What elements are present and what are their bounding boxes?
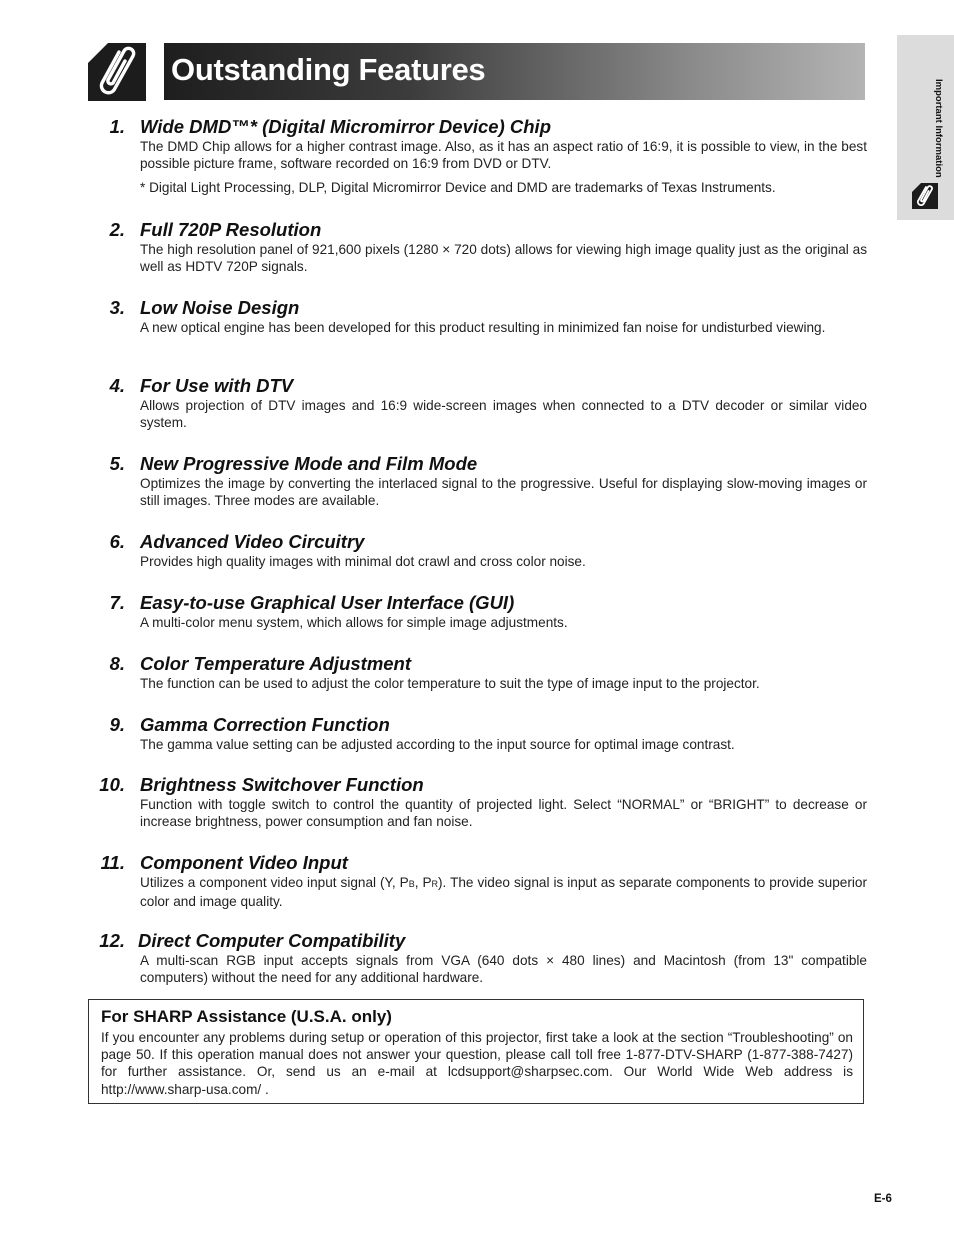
assistance-text: If you encounter any problems during setup or operation of this projector, first take a look at the section “Troubleshooting” on page 50. If this operation manual does not answer your question, please call toll free 1-877-DTV-SHARP (1-877-388-7427) for further assistance. Or, send us an e-mail at lcdsupport@sharpsec.com. Our World Wide Web address is http://www.sharp-usa.com/ .: [101, 1030, 853, 1097]
feature-item: [96, 453, 867, 509]
feature-description: [140, 874, 867, 910]
feature-number: 4.: [109, 375, 125, 396]
feature-item: [96, 375, 867, 431]
feature-description: A new optical engine has been developed for this product resulting in minimized fan noise for undisturbed viewing.: [140, 320, 826, 335]
subscript-r: R: [431, 879, 439, 889]
feature-title: For Use with DTV: [140, 375, 294, 396]
feature-heading: [96, 297, 867, 319]
feature-item: [96, 297, 867, 336]
feature-heading: [96, 453, 867, 475]
trademark-footnote: * Digital Light Processing, DLP, Digital Micromirror Device and DMD are trademarks of Texas Instruments.: [140, 180, 776, 195]
feature-heading: [96, 852, 867, 874]
feature-item: [96, 714, 867, 753]
feature-item: [96, 653, 867, 692]
page-title: Outstanding Features: [171, 52, 486, 87]
feature-number: 1.: [109, 116, 125, 137]
feature-title: Easy-to-use Graphical User Interface (GUI): [140, 592, 515, 613]
feature-heading: [96, 774, 867, 796]
feature-description: Provides high quality images with minimal dot crawl and cross color noise.: [140, 554, 586, 569]
feature-title: Advanced Video Circuitry: [140, 531, 365, 552]
feature-number: 5.: [109, 453, 125, 474]
feature-number: 6.: [109, 531, 125, 552]
subscript-b: B: [408, 879, 415, 889]
feature-item: [96, 531, 867, 570]
feature-title: Direct Computer Compatibility: [138, 930, 406, 951]
page-number: E-6: [874, 1193, 892, 1205]
feature-number: 7.: [109, 592, 125, 613]
feature-description: Allows projection of DTV images and 16:9 wide-screen images when connected to a DTV decoder or similar video system.: [140, 398, 867, 430]
feature-item: [96, 592, 867, 631]
section-tab: [897, 35, 954, 220]
feature-item: [96, 852, 867, 910]
feature-item: [96, 219, 867, 275]
feature-description: The function can be used to adjust the color temperature to suit the type of image input to the projector.: [140, 676, 760, 691]
assistance-box: [88, 999, 864, 1104]
feature-heading: [96, 653, 867, 675]
paperclip-icon: [88, 43, 146, 101]
feature-heading: [96, 375, 867, 397]
feature-number: 3.: [109, 297, 125, 318]
feature-heading: [96, 930, 867, 952]
paperclip-icon: [912, 183, 938, 209]
assistance-title: For SHARP Assistance (U.S.A. only): [101, 1007, 392, 1026]
feature-number: 2.: [109, 219, 125, 240]
feature-item: [96, 116, 867, 196]
feature-number: 11.: [100, 852, 125, 873]
feature-item: [96, 930, 867, 986]
feature-heading: [96, 592, 867, 614]
description-text: Utilizes a component video input signal (Y, P: [140, 875, 409, 890]
feature-title: Component Video Input: [140, 852, 348, 873]
feature-item: [96, 774, 867, 830]
feature-heading: [96, 116, 867, 138]
feature-description: A multi-scan RGB input accepts signals from VGA (640 dots × 480 lines) and Macintosh (from 13" compatible computers) without the need for any additional hardware.: [140, 953, 867, 985]
feature-description: A multi-color menu system, which allows for simple image adjustments.: [140, 615, 568, 630]
feature-title: Full 720P Resolution: [140, 219, 322, 240]
feature-number: 10.: [99, 774, 125, 795]
feature-title: New Progressive Mode and Film Mode: [140, 453, 478, 474]
feature-description: The gamma value setting can be adjusted according to the input source for optimal image contrast.: [140, 737, 735, 752]
feature-heading: [96, 531, 867, 553]
description-text: , P: [414, 875, 432, 890]
feature-title: Color Temperature Adjustment: [140, 653, 412, 674]
feature-description: Optimizes the image by converting the interlaced signal to the progressive. Useful for displaying slow-moving images or still images. Three modes are available.: [140, 476, 867, 508]
feature-title: Wide DMD™* (Digital Micromirror Device) Chip: [140, 116, 551, 137]
feature-description: The DMD Chip allows for a higher contrast image. Also, as it has an aspect ratio of 16:9, it is possible to view, in the best possible picture frame, software recorded on 16:9 from DVD or DTV.: [140, 139, 867, 171]
feature-description: The high resolution panel of 921,600 pixels (1280 × 720 dots) allows for viewing high image quality just as the original as well as HDTV 720P signals.: [140, 242, 867, 274]
feature-title: Low Noise Design: [140, 297, 300, 318]
page-title-bar: [164, 43, 865, 100]
feature-number: 12.: [99, 930, 125, 951]
feature-title: Brightness Switchover Function: [140, 774, 424, 795]
section-tab-label: Important Information: [933, 79, 944, 178]
feature-title: Gamma Correction Function: [140, 714, 390, 735]
description-text: ). The video signal is input as separate components to provide superior color and image quality.: [140, 875, 867, 909]
feature-description: Function with toggle switch to control the quantity of projected light. Select “NORMAL” or “BRIGHT” to decrease or increase brightness, power consumption and fan noise.: [140, 797, 867, 829]
feature-heading: [96, 714, 867, 736]
feature-number: 9.: [109, 714, 125, 735]
feature-heading: [96, 219, 867, 241]
feature-number: 8.: [109, 653, 125, 674]
